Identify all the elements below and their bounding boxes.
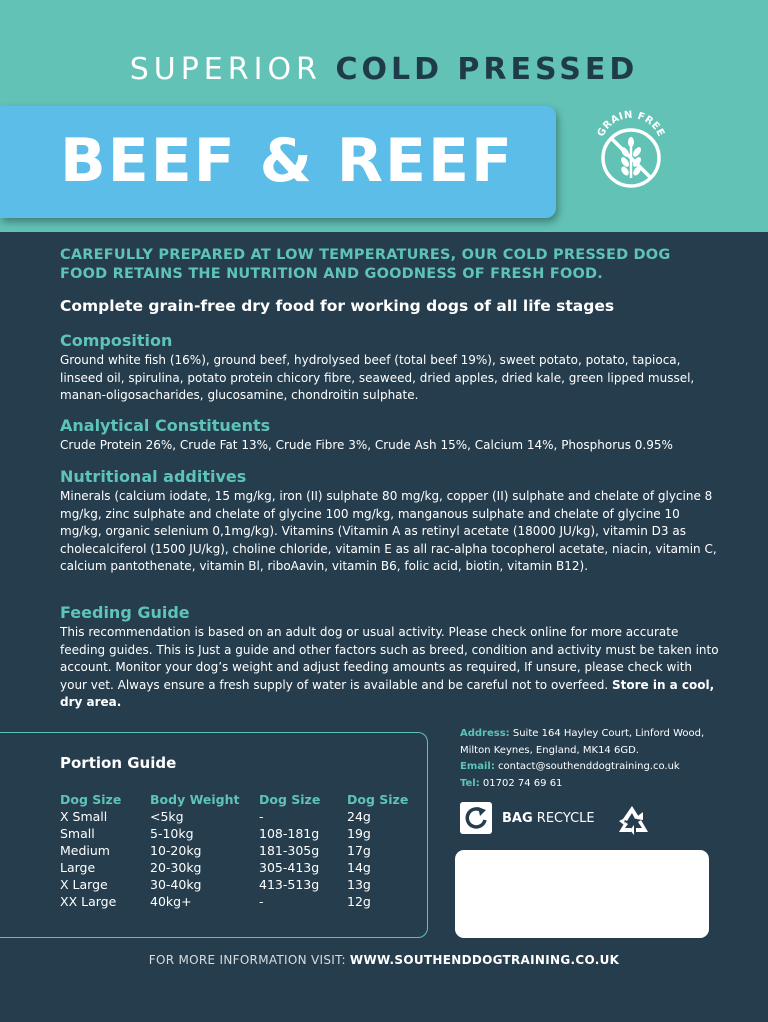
feeding-emphasis: Store in a cool, dry area. [60, 677, 715, 709]
headline-light: SUPERIOR [129, 52, 322, 87]
table-cell: - [259, 894, 264, 909]
tel-text: 01702 74 69 61 [482, 777, 563, 789]
analytical-heading: Analytical Constituents [60, 416, 271, 435]
additives-section [60, 467, 720, 576]
table-cell: 30-40kg [150, 877, 202, 892]
portion-header: Dog Size [60, 791, 122, 807]
svg-text:GRAIN FREE [596, 110, 667, 139]
table-row [60, 808, 417, 825]
portion-guide-title: Portion Guide [60, 754, 177, 772]
title-banner [0, 106, 556, 218]
bag-word: BAG [502, 811, 533, 826]
badge-text: GRAIN FREE [595, 109, 667, 139]
table-cell: Large [60, 860, 96, 875]
table-row [60, 893, 417, 910]
feeding-heading: Feeding Guide [60, 603, 190, 622]
feeding-section [60, 603, 720, 712]
table-cell: 17g [347, 843, 371, 858]
table-cell: 12g [347, 894, 371, 909]
portion-table [60, 790, 417, 910]
table-row [60, 842, 417, 859]
table-cell: X Large [60, 877, 108, 892]
bag-recycle-text [502, 811, 595, 826]
address-label: Address: [460, 728, 510, 739]
portion-header-row [60, 790, 417, 808]
table-row [60, 825, 417, 842]
address-text: Suite 164 Hayley Court, Linford Wood, [512, 728, 705, 739]
table-cell: Medium [60, 843, 110, 858]
recycle-word: RECYCLE [536, 811, 595, 826]
table-cell: 10-20kg [150, 843, 202, 858]
email-label: Email: [460, 761, 495, 772]
address-line-2: Milton Keynes, England, MK14 6GD. [460, 744, 639, 756]
bag-recycle-row [460, 802, 660, 836]
label-blank-box [455, 850, 709, 938]
intro-subline: Complete grain-free dry food for working dogs of all life stages [60, 297, 615, 315]
address-line-1 [460, 726, 720, 743]
footer [0, 953, 768, 967]
table-cell: Small [60, 826, 95, 841]
tel-line [460, 776, 720, 793]
grain-free-icon [588, 108, 674, 194]
product-title: BEEF & REEF [60, 126, 514, 196]
portion-header: Body Weight [150, 791, 240, 807]
email-text: contact@southenddogtraining.co.uk [498, 761, 680, 772]
bag-recycle-logo-icon [460, 802, 492, 834]
analytical-text: Crude Protein 26%, Crude Fat 13%, Crude Fibre 3%, Crude Ash 15%, Calcium 14%, Phosphorus 0.95% [60, 438, 673, 452]
feeding-body: This recommendation is based on an adult dog or usual activity. Please check online for more accurate feeding guides. This is Just a guide and other factors such as breed, condition and activity must be taken into account. Monitor your dog’s weight and adjust feeding amounts as required, If unsure, please check with your vet. Always ensure a fresh supply of water is available and be careful not to overfeed. [60, 625, 719, 692]
table-cell: 181-305g [259, 843, 320, 858]
table-cell: 5-10kg [150, 826, 194, 841]
portion-header: Dog Size [259, 791, 321, 807]
recycle-icon [615, 804, 649, 836]
contact-block [460, 726, 720, 792]
footer-url-link[interactable]: WWW.SOUTHENDDOGTRAINING.CO.UK [349, 953, 620, 967]
additives-text: Minerals (calcium iodate, 15 mg/kg, iron (II) sulphate 80 mg/kg, copper (II) sulphate and chelate of glycine 8 mg/kg, zinc sulphate and chelate of glycine 100 mg/kg, manganous sulphate and chelate of glycine 10 mg/kg, organic selenium 0,1mg/kg). Vitamins (Vitamin A as retinyl acetate (18000 JU/kg), vitamin D3 as cholecalciferol (1500 JU/kg), choline chloride, vitamin E as all rac-alpha tocopherol acetate, niacin, vitamin C, calcium pantothenate, vitamin Bl, riboAavin, vitamin B6, folic acid, biotin, vitamin B12). [60, 489, 717, 573]
composition-text: Ground white fish (16%), ground beef, hydrolysed beef (total beef 19%), sweet potato, potato, tapioca, linseed oil, spirulina, potato protein chicory fibre, seaweed, dried apples, dried kale, green lipped mussel, manan-oligosacharides, glucosamine, chondroitin sulphate. [60, 353, 695, 402]
table-cell: 19g [347, 826, 371, 841]
headline [0, 52, 768, 87]
table-cell: 40kg+ [150, 894, 192, 909]
intro-lead: CAREFULLY PREPARED AT LOW TEMPERATURES, OUR COLD PRESSED DOG FOOD RETAINS THE NUTRITION AND GOODNESS OF FRESH FOOD. [60, 247, 671, 282]
table-cell: <5kg [150, 809, 184, 824]
email-line [460, 759, 720, 776]
table-cell: 20-30kg [150, 860, 202, 875]
portion-header: Dog Size [347, 791, 409, 807]
table-cell: 13g [347, 877, 371, 892]
headline-bold: COLD PRESSED [335, 52, 639, 87]
feeding-text [60, 624, 720, 712]
table-cell: 108-181g [259, 826, 320, 841]
table-cell: 14g [347, 860, 371, 875]
additives-heading: Nutritional additives [60, 467, 247, 486]
table-cell: - [259, 809, 264, 824]
tel-label: Tel: [460, 777, 480, 789]
composition-section [60, 331, 720, 405]
table-cell: 24g [347, 809, 371, 824]
table-cell: XX Large [60, 894, 117, 909]
table-cell: 305-413g [259, 860, 320, 875]
table-row [60, 859, 417, 876]
table-cell: X Small [60, 809, 108, 824]
footer-prefix: FOR MORE INFORMATION VISIT: [148, 953, 346, 967]
composition-heading: Composition [60, 331, 173, 350]
table-row [60, 876, 417, 893]
analytical-section [60, 416, 720, 455]
table-cell: 413-513g [259, 877, 320, 892]
